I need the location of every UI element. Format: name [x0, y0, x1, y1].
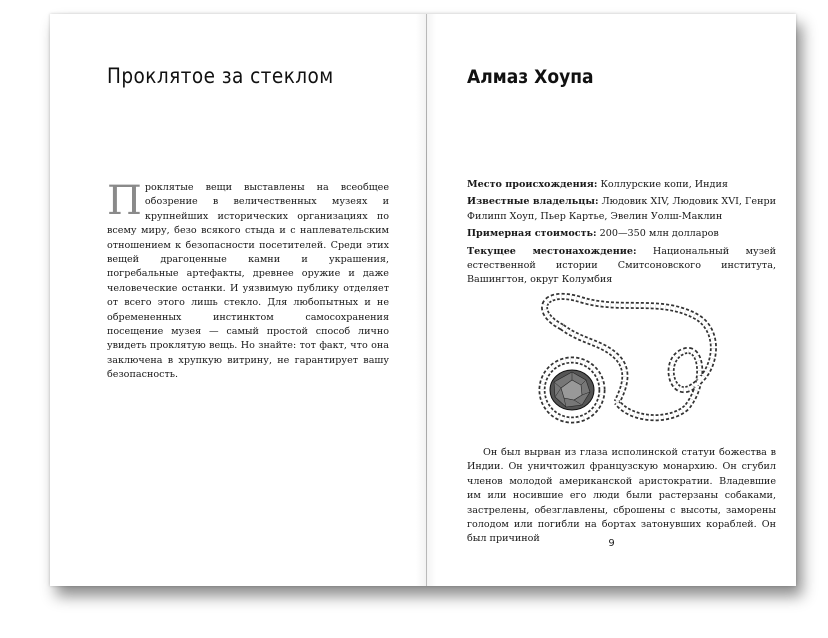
- hope-diamond: [550, 370, 594, 410]
- intro-text: роклятые вещи выставлены на всеобщее обозрение в величественных музеях и крупнейших исторических организациях по всему миру, безо всякого стыда и с наплевательским отношением к безопасности посетителей. Среди этих вещей драгоценные камни и украшения, погребальные артефакты, древнее оружие и даже человеческие останки. И уязвимую публику отделяет от всего этого лишь стекло. Для любопытных и не обремененных инстинктом самосохранения посещение музея — самый простой способ лично увидеть проклятую вещь. Но знайте: тот факт, что она заключена в хрупкую витрину, не гарантирует вашу безопасность.: [107, 182, 389, 381]
- fact-value: Национальный музей естественной истории Смитсоновского института, Вашингтон, округ Колумбия: [467, 245, 776, 286]
- body-paragraph: Он был вырван из глаза исполинской статуи божества в Индии. Он уничтожил французскую монархию. Он сгубил членов молодой американской аристократии. Владевшие им или носившие его люди были растерзаны собаками, застрелены, обезглавлены, сброшены с высоты, заморены голодом или погибли на бортах затонувших кораблей. Он был причиной: [467, 447, 776, 545]
- intro-paragraph: [107, 178, 389, 383]
- page-number: 9: [608, 538, 615, 549]
- item-title: Алмаз Хоупа: [467, 66, 594, 88]
- fact-label: Текущее местонахождение:: [467, 245, 637, 257]
- chapter-title: Проклятое за стеклом: [107, 64, 334, 88]
- fact-label: Место происхождения:: [467, 179, 598, 190]
- hope-diamond-necklace-icon: [522, 292, 722, 432]
- facts-block: [467, 178, 776, 291]
- fact-label: Примерная стоимость:: [467, 228, 597, 240]
- book-spread: [50, 14, 796, 586]
- right-page: [427, 14, 796, 586]
- fact-origin: [467, 178, 776, 192]
- left-page: [50, 14, 426, 586]
- fact-value: Коллурские копи, Индия: [600, 179, 728, 190]
- fact-value: 200—350 млн долларов: [599, 228, 719, 240]
- fact-value-estimate: [467, 227, 776, 241]
- fact-location: [467, 245, 776, 288]
- fact-label: Известные владельцы:: [467, 196, 599, 208]
- fact-value: Людовик XIV, Людовик XVI, Генри Филипп Хоуп, Пьер Картье, Эвелин Уолш-Маклин: [467, 196, 776, 222]
- drop-cap: П: [107, 178, 142, 224]
- fact-owners: [467, 195, 776, 224]
